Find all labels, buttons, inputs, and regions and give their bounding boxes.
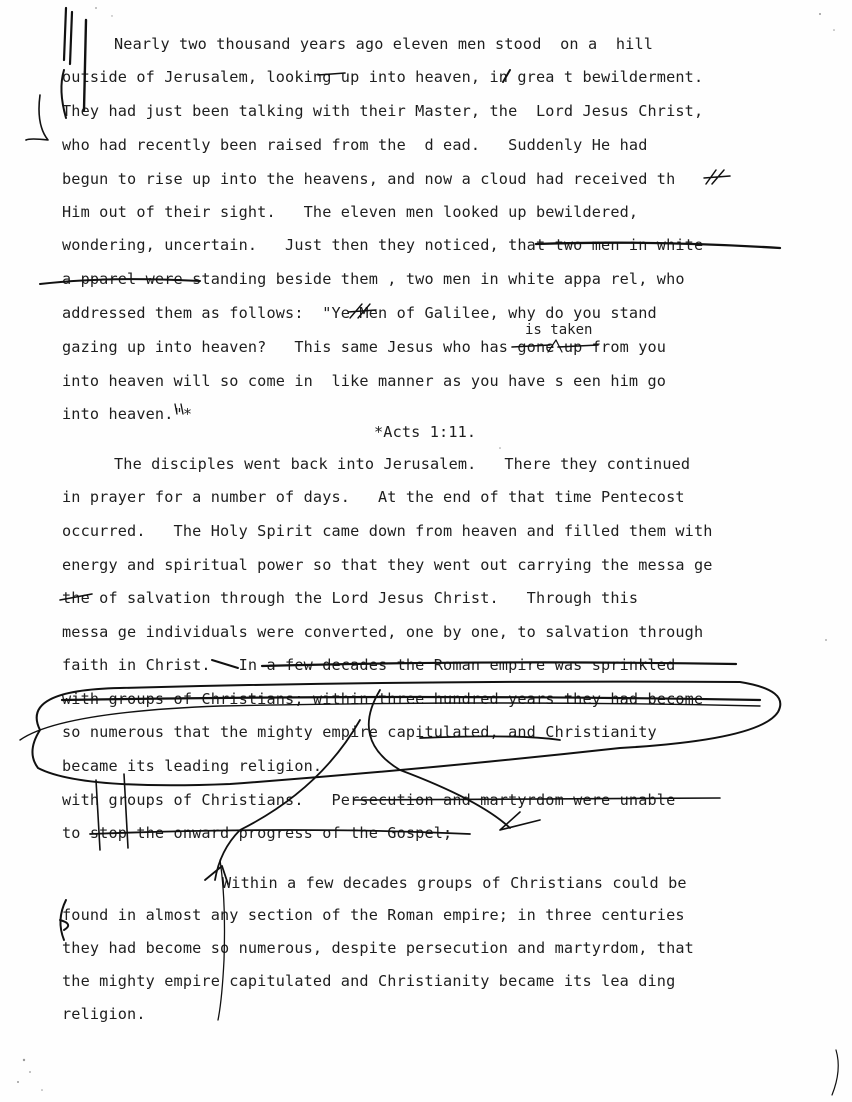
handwritten-insertion: is taken — [525, 322, 593, 338]
text-line: with groups of Christians. Persecution and martyrdom were unable — [62, 791, 676, 809]
strikethrough-mark — [262, 662, 736, 666]
text-line: into heaven."* — [62, 405, 193, 423]
margin-bracket-mark — [60, 900, 68, 940]
text-line: messa ge individuals were converted, one by one, to salvation through — [62, 623, 704, 641]
strikethrough-mark — [420, 736, 560, 740]
strikethrough-mark — [40, 279, 200, 284]
text-line: occurred. The Holy Spirit came down from heaven and filled them with — [62, 522, 713, 540]
text-line: addressed them as follows: "Ye Men of Galilee, why do you stand — [62, 304, 657, 322]
strikethrough-mark — [536, 243, 780, 248]
text-line: with groups of Christians; within three hundred years they had become — [62, 690, 704, 708]
margin-bracket-mark — [64, 8, 72, 64]
strikethrough-mark — [62, 697, 760, 700]
text-line: they had become so numerous, despite persecution and martyrdom, that — [62, 939, 694, 957]
strikethrough-mark — [212, 660, 238, 668]
text-line: They had just been talking with their Master, the Lord Jesus Christ, — [62, 102, 704, 120]
strikethrough-mark — [90, 830, 470, 834]
text-line: Him out of their sight. The eleven men looked up bewildered, — [62, 203, 639, 221]
text-line: Within a few decades groups of Christians could be — [222, 874, 687, 892]
scribble-mark — [218, 860, 225, 1020]
enclosure-loop — [20, 703, 760, 740]
arrow-mark — [500, 812, 540, 830]
strikethrough-mark — [60, 594, 92, 600]
strikethrough-mark — [503, 70, 510, 82]
scribble-mark — [96, 774, 128, 850]
strikethrough-mark — [318, 73, 345, 75]
text-line: became its leading religion. — [62, 757, 323, 775]
scribble-mark — [704, 170, 730, 184]
text-line: to stop the onward progress of the Gospel; — [62, 824, 453, 842]
text-line: energy and spiritual power so that they went out carrying the messa ge — [62, 556, 713, 574]
text-line: a pparel were standing beside them , two men in white appa rel, who — [62, 270, 685, 288]
scribble-mark — [832, 1050, 838, 1095]
margin-bracket-mark — [26, 95, 48, 140]
caret-mark — [548, 340, 562, 352]
arrow-mark — [215, 720, 360, 880]
arrow-mark — [369, 690, 510, 828]
text-line: wondering, uncertain. Just then they noticed, that two men in white — [62, 236, 704, 254]
text-line: the mighty empire capitulated and Christianity became its lea ding — [62, 972, 676, 990]
footnote: *Acts 1:11. — [374, 423, 477, 441]
strikethrough-mark — [512, 345, 598, 347]
text-line: Nearly two thousand years ago eleven men stood on a hill — [114, 35, 654, 53]
scribble-mark — [175, 404, 183, 414]
margin-bracket-mark — [61, 70, 66, 118]
text-line: in prayer for a number of days. At the end of that time Pentecost — [62, 488, 685, 506]
strikethrough-mark — [354, 798, 720, 800]
text-line: religion. — [62, 1005, 146, 1023]
text-line: The disciples went back into Jerusalem. There they continued — [114, 455, 691, 473]
text-line: outside of Jerusalem, looking up into heaven, in grea t bewilderment. — [62, 68, 704, 86]
scribble-mark — [348, 304, 376, 318]
text-line: gazing up into heaven? This same Jesus who has gone up from you — [62, 338, 667, 356]
text-line: the of salvation through the Lord Jesus Christ. Through this — [62, 589, 639, 607]
text-line: found in almost any section of the Roman empire; in three centuries — [62, 906, 685, 924]
text-line: into heaven will so come in like manner as you have s een him go — [62, 372, 667, 390]
text-line: so numerous that the mighty empire capitulated, and Christianity — [62, 723, 657, 741]
text-line: begun to rise up into the heavens, and now a cloud had received th — [62, 170, 676, 188]
text-line: who had recently been raised from the d ead. Suddenly He had — [62, 136, 648, 154]
margin-bracket-mark — [84, 20, 86, 110]
text-line: faith in Christ. In a few decades the Roman empire was sprinkled — [62, 656, 676, 674]
